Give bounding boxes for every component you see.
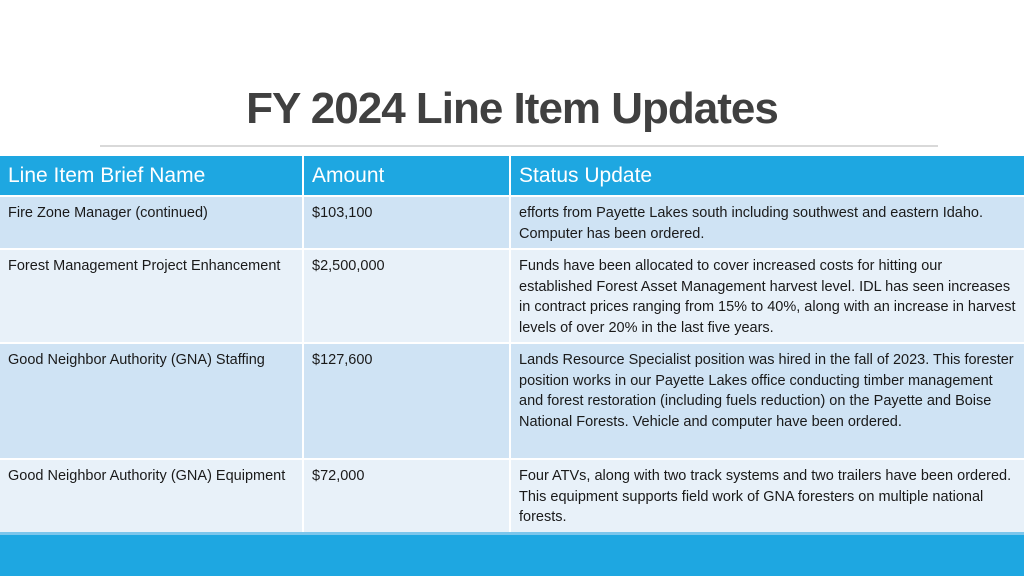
- title-divider: [100, 145, 938, 147]
- header-status-update: Status Update: [510, 156, 1024, 196]
- table-row: [0, 343, 1024, 459]
- table-row: [0, 459, 1024, 532]
- header-line-item-name: Line Item Brief Name: [0, 156, 303, 196]
- cell-status-update: Four ATVs, along with two track systems and two trailers have been ordered. This equipment supports field work of GNA foresters on multiple national forests.: [510, 459, 1024, 532]
- table-row: [0, 249, 1024, 343]
- cell-line-item-name: Fire Zone Manager (continued): [0, 196, 303, 249]
- cell-amount: $127,600: [303, 343, 510, 459]
- slide-title: FY 2024 Line Item Updates: [246, 84, 778, 133]
- cell-amount: $2,500,000: [303, 249, 510, 343]
- cell-line-item-name: Forest Management Project Enhancement: [0, 249, 303, 343]
- cell-status-update: Lands Resource Specialist position was hired in the fall of 2023. This forester position works in our Payette Lakes office conducting timber management and forest restoration (including fuels reduction) on the Payette and Boise National Forests. Vehicle and computer have been ordered.: [510, 343, 1024, 459]
- cell-status-update: efforts from Payette Lakes south including southwest and eastern Idaho. Computer has been ordered.: [510, 196, 1024, 249]
- cell-line-item-name: Good Neighbor Authority (GNA) Equipment: [0, 459, 303, 532]
- footer-bar: [0, 535, 1024, 576]
- table-header-row: [0, 156, 1024, 196]
- cell-amount: $72,000: [303, 459, 510, 532]
- header-amount: Amount: [303, 156, 510, 196]
- cell-line-item-name: Good Neighbor Authority (GNA) Staffing: [0, 343, 303, 459]
- cell-amount: $103,100: [303, 196, 510, 249]
- line-item-table: [0, 156, 1024, 532]
- cell-status-update: Funds have been allocated to cover increased costs for hitting our established Forest Asset Management harvest level. IDL has seen increases in contract prices ranging from 15% to 40%, along with an increase in harvest levels of over 20% in the last five years.: [510, 249, 1024, 343]
- table-row: [0, 196, 1024, 249]
